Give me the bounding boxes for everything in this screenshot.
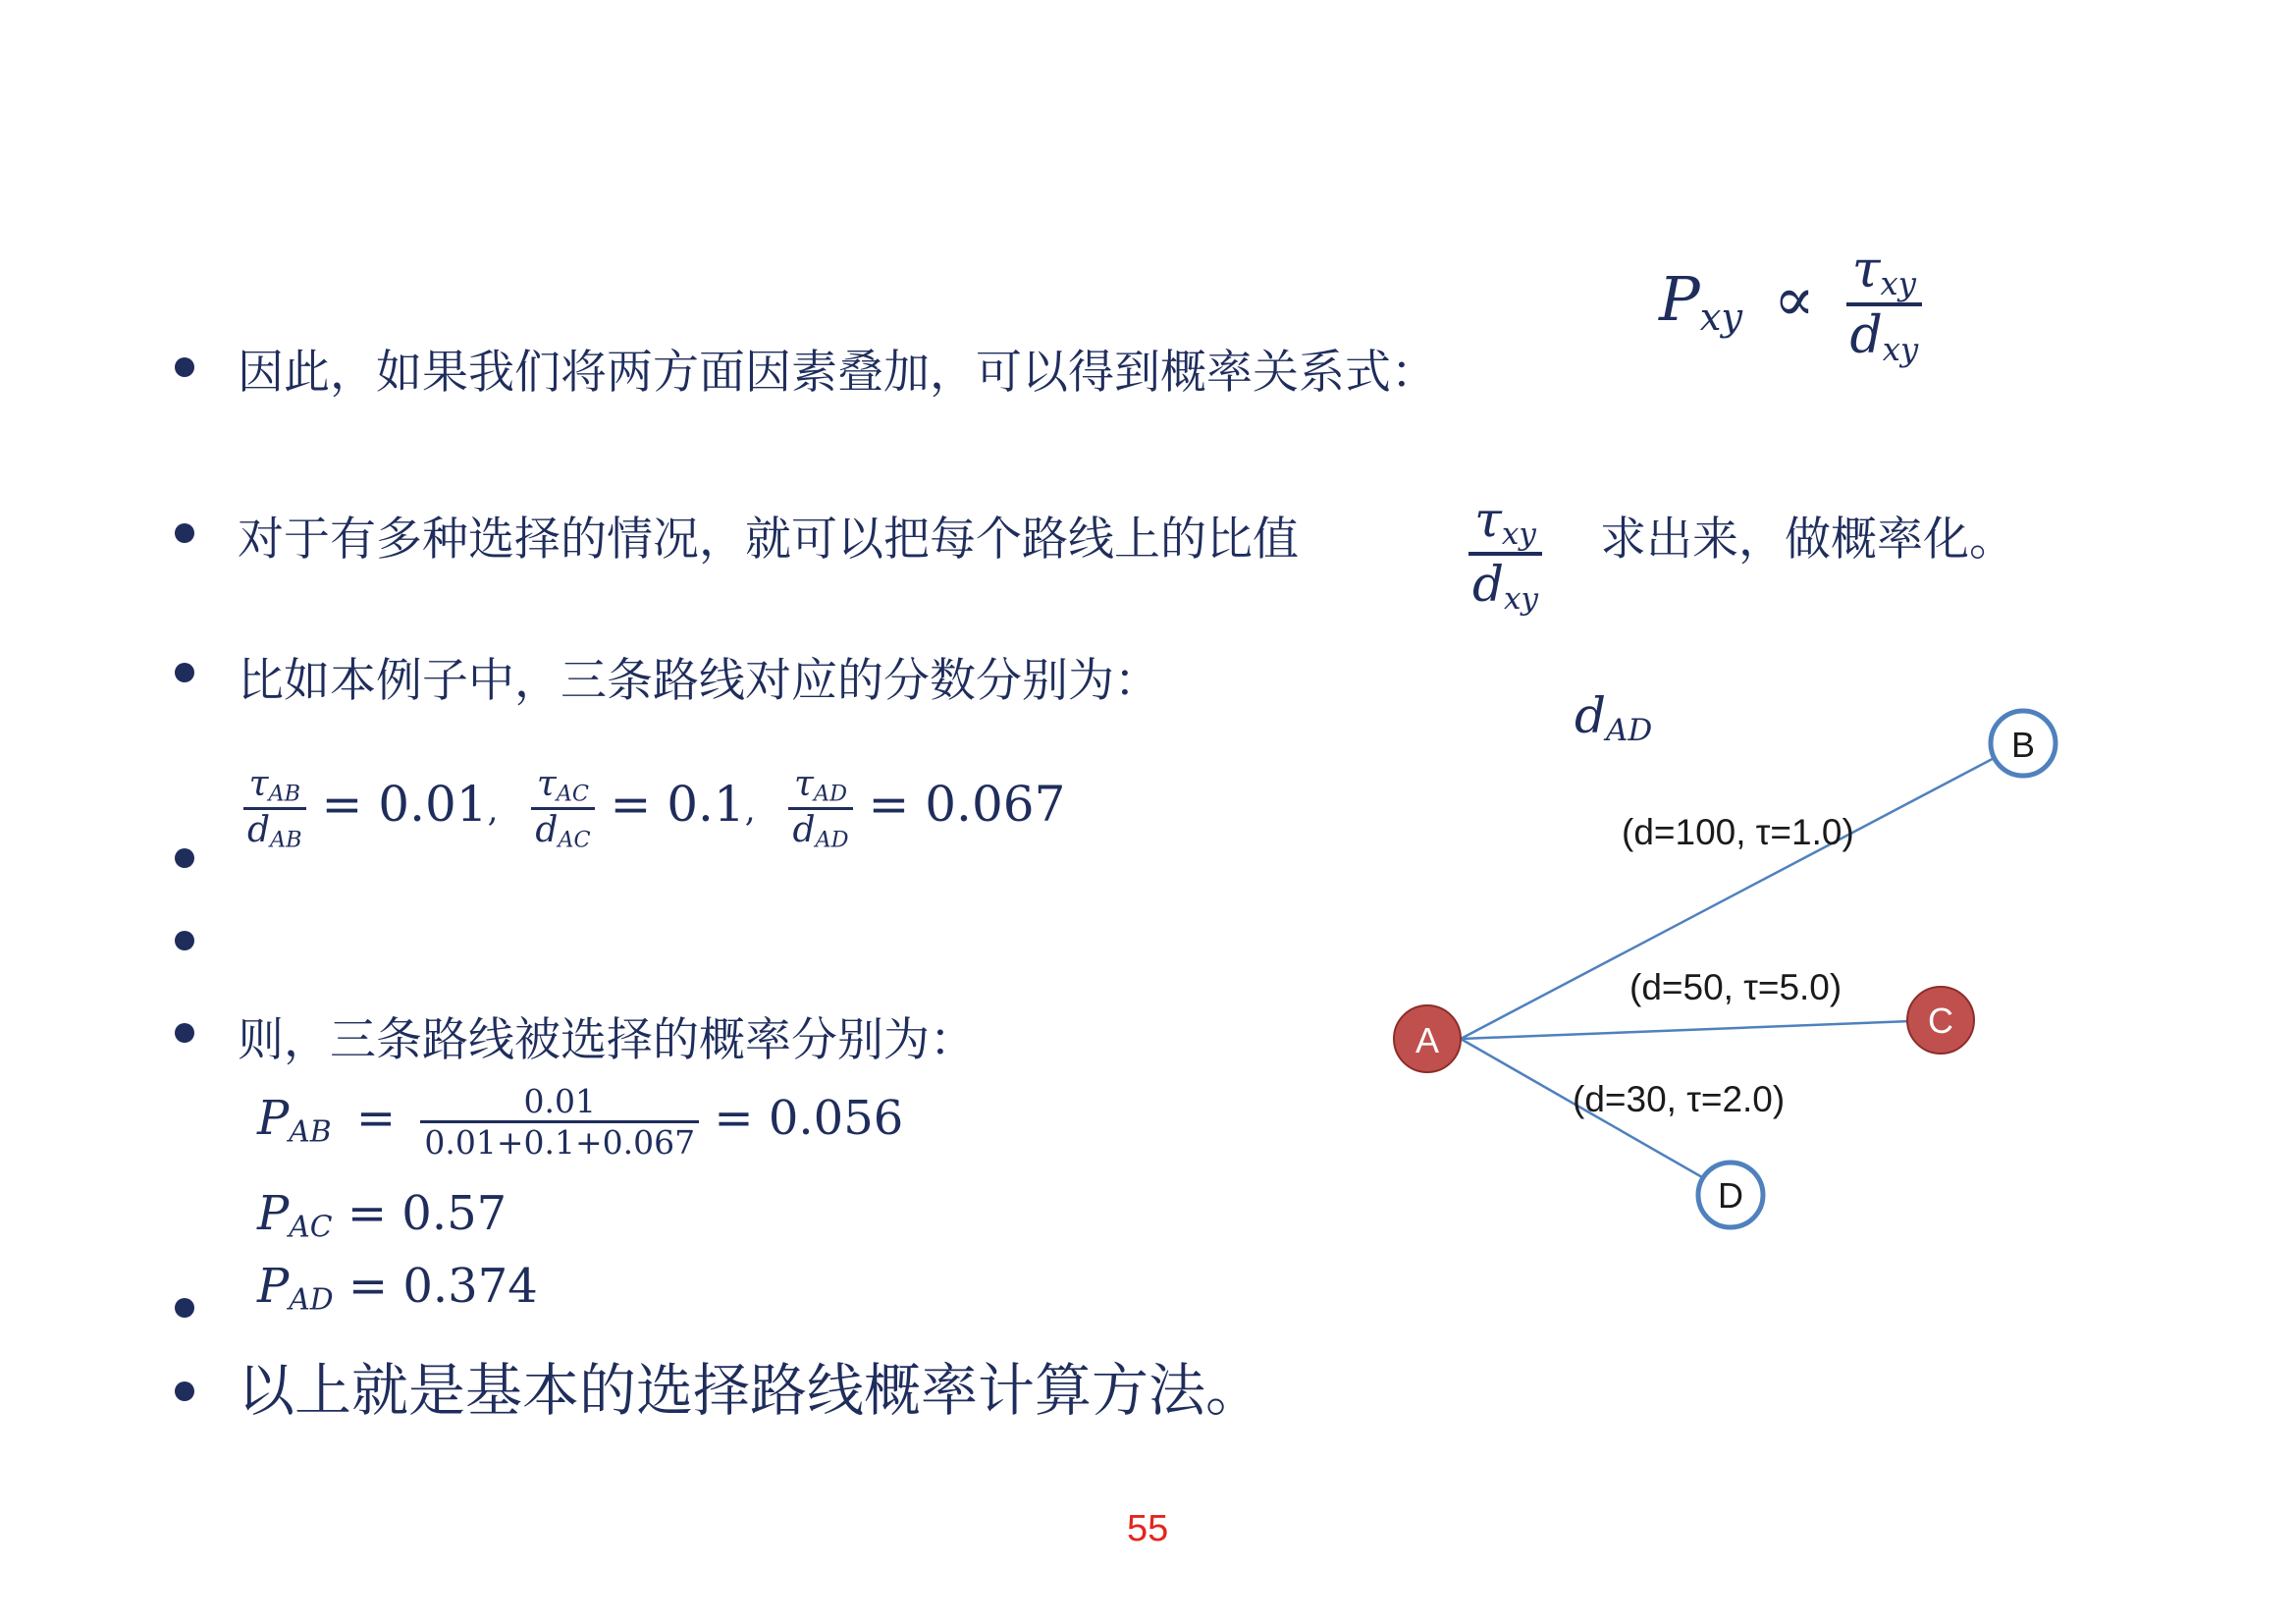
page-number: 55 (1127, 1508, 1169, 1549)
edge-ab-label: (d=100, τ=1.0) (1622, 812, 1854, 852)
formula-d: d (1849, 306, 1883, 366)
proportional-symbol: ∝ (1773, 263, 1815, 336)
formula-tau-sub: xy (1880, 265, 1916, 303)
node-b-label: B (2010, 725, 2036, 765)
ratio-tau-sub: xy (1501, 515, 1536, 552)
bullet-text-2a: 对于有多种选择的情况，就可以把每个路线上的比值 (238, 513, 1299, 567)
score-ad: $\frac{\tau_{AD}}{d_{AD}}$ = 0.067 (788, 776, 1065, 833)
node-c-label: C (1928, 1001, 1953, 1041)
bullet-text-3: 比如本例子中，三条路线对应的分数分别为： (238, 654, 1160, 708)
bullet-text-1: 因此，如果我们将两方面因素叠加，可以得到概率关系式： (238, 346, 1437, 400)
score-ab: $\frac{\tau_{AB}}{d_{AB}}$ = 0.01, (243, 776, 513, 833)
bullet-text-6: 则，三条路线被选择的概率分别为： (238, 1013, 976, 1067)
node-d-label: D (1718, 1175, 1743, 1216)
prob-ab: $P_{AB}$ = $\frac{0.01}{0.01+0.1+0.067}$ = 0.056 (257, 1082, 904, 1162)
formula-p-sub: xy (1699, 295, 1743, 340)
formula-tau: τ (1851, 241, 1881, 299)
ratio-d-sub: xy (1504, 580, 1539, 617)
edge-ad-label: (d=30, τ=2.0) (1573, 1079, 1786, 1119)
edge-ac-label: (d=50, τ=5.0) (1629, 967, 1842, 1007)
score-ac: $\frac{\tau_{AC}}{d_{AC}}$ = 0.1, (531, 776, 771, 833)
node-a-label: A (1415, 1020, 1440, 1060)
label-d-ad: $d_{AD}$ (1575, 687, 1653, 748)
formula-p-symbol: P (1659, 263, 1700, 336)
ratio-tau: τ (1474, 491, 1502, 548)
formula-d-sub: xy (1882, 331, 1919, 369)
bullet-text-8: 以上就是基本的选择路线概率计算方法。 (238, 1357, 1263, 1424)
edge-ac (1461, 1020, 1937, 1039)
bullet-text-2b: 求出来，做概率化。 (1600, 513, 2015, 567)
prob-ac: $P_{AC} = 0.57$ (257, 1186, 507, 1245)
prob-ad: $P_{AD} = 0.374$ (257, 1259, 538, 1318)
ratio-d: d (1472, 555, 1505, 613)
